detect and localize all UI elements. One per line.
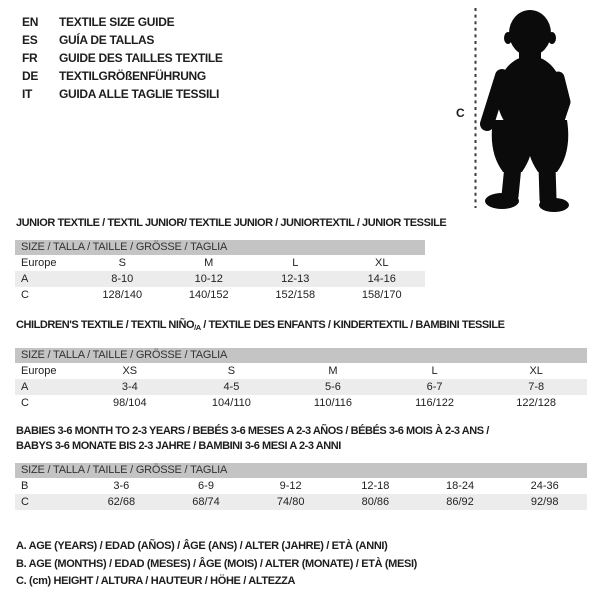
language-row-es — [22, 31, 223, 49]
language-code: FR — [22, 51, 38, 65]
table-cell: 152/158 — [275, 289, 316, 301]
table-cell: 6-7 — [426, 381, 443, 393]
table-cell: L — [431, 365, 438, 377]
table-cell: 74/80 — [276, 496, 305, 508]
height-measure-label: C — [456, 106, 465, 120]
table-cell: 104/110 — [211, 397, 251, 409]
table-cell: 116/122 — [415, 397, 455, 409]
guide-title-es: GUÍA DE TALLAS — [59, 33, 155, 47]
language-row-en — [22, 13, 223, 31]
junior-section-title: JUNIOR TEXTILE / TEXTIL JUNIOR/ TEXTILE JUNIOR / JUNIORTEXTIL / JUNIOR TESSILE — [16, 217, 447, 229]
language-row-de — [22, 67, 223, 85]
babies-section-title — [16, 424, 516, 454]
children-title-text: CHILDREN'S TEXTILE / TEXTIL NIÑO — [16, 319, 195, 331]
table-cell: 8-10 — [111, 273, 134, 285]
row-label: A — [21, 273, 29, 285]
table-row — [15, 287, 425, 303]
language-row-it — [22, 85, 223, 103]
language-code: EN — [22, 15, 39, 29]
table-cell: 4-5 — [223, 381, 240, 393]
baby-silhouette-icon — [485, 10, 569, 212]
language-row-fr — [22, 49, 223, 67]
table-cell: 140/152 — [188, 289, 229, 301]
table-cell: 68/74 — [192, 496, 220, 508]
row-label: C — [21, 496, 29, 508]
table-cell: 86/92 — [446, 496, 474, 508]
language-title-list — [22, 13, 223, 103]
legend-line-height-cm: C. (cm) HEIGHT / ALTURA / HAUTEUR / HÖHE / ALTEZZA — [16, 575, 296, 587]
table-cell: 98/104 — [112, 397, 147, 409]
table-cell: 9-12 — [279, 480, 302, 492]
table-cell: 24-36 — [530, 480, 559, 492]
table-row — [15, 363, 587, 379]
table-cell: 3-4 — [121, 381, 138, 393]
table-cell: 6-9 — [198, 480, 214, 492]
row-label: Europe — [21, 257, 57, 269]
table-cell: 62/68 — [107, 496, 136, 508]
table-cell: S — [227, 365, 236, 377]
table-cell: XL — [529, 365, 543, 377]
table-cell: 158/170 — [361, 289, 402, 301]
table-cell: XS — [122, 365, 138, 377]
guide-title-it: GUIDA ALLE TAGLIE TESSILI — [59, 87, 220, 101]
table-row — [15, 255, 425, 271]
guide-title-fr: GUIDE DES TAILLES TEXTILE — [59, 51, 223, 65]
table-cell: 80/86 — [361, 496, 390, 508]
row-label: C — [21, 289, 29, 301]
table-cell: 12-18 — [361, 480, 390, 492]
size-header-bar: SIZE / TALLA / TAILLE / GRÖSSE / TAGLIA — [15, 463, 587, 478]
children-size-table — [15, 348, 587, 411]
table-row — [15, 494, 587, 510]
legend-line-age-months: B. AGE (MONTHS) / EDAD (MESES) / ÂGE (MOIS) / ALTER (MONATE) / ETÀ (MESI) — [16, 557, 417, 570]
row-label: B — [21, 480, 29, 492]
babies-size-table — [15, 463, 587, 510]
children-section-title — [16, 318, 505, 335]
table-row — [15, 395, 587, 411]
table-cell: 128/140 — [102, 289, 143, 301]
guide-title-de: TEXTILGRÖßENFÜHRUNG — [59, 69, 206, 83]
table-cell: 7-8 — [528, 381, 545, 393]
children-title-text: / TEXTILE DES ENFANTS / KINDERTEXTIL / BAMBINI TESSILE — [200, 319, 505, 331]
measure-legend — [16, 538, 417, 591]
babies-title-line2: BABYS 3-6 MONATE BIS 2-3 JAHRE / BAMBINI 3-6 MESI A 2-3 ANNI — [16, 440, 341, 452]
row-label: Europe — [21, 365, 57, 377]
table-cell: L — [292, 257, 299, 269]
table-cell: 3-6 — [113, 480, 130, 492]
babies-title-line1: BABIES 3-6 MONTH TO 2-3 YEARS / BEBÉS 3-6 MESES A 2-3 AÑOS / BÉBÉS 3-6 MOIS À 2-3 ANS / — [16, 425, 489, 437]
table-cell: 18-24 — [445, 480, 475, 492]
guide-title-en: TEXTILE SIZE GUIDE — [59, 15, 175, 29]
table-row — [15, 478, 587, 494]
legend-line-age-years: A. AGE (YEARS) / EDAD (AÑOS) / ÂGE (ANS) / ALTER (JAHRE) / ETÀ (ANNI) — [16, 540, 388, 552]
table-cell: 110/116 — [313, 397, 353, 409]
table-cell: 92/98 — [530, 496, 559, 508]
table-cell: 14-16 — [367, 273, 396, 285]
table-row — [15, 271, 425, 287]
table-cell: S — [118, 257, 126, 269]
size-header-bar: SIZE / TALLA / TAILLE / GRÖSSE / TAGLIA — [15, 348, 587, 363]
language-code: ES — [22, 33, 38, 47]
table-cell: 10-12 — [194, 273, 223, 285]
table-cell: XL — [375, 257, 389, 269]
table-cell: M — [204, 257, 214, 269]
row-label: A — [21, 381, 29, 393]
language-code: IT — [22, 87, 33, 101]
size-header-bar: SIZE / TALLA / TAILLE / GRÖSSE / TAGLIA — [15, 240, 425, 255]
row-label: C — [21, 397, 29, 409]
language-code: DE — [22, 69, 39, 83]
table-row — [15, 379, 587, 395]
junior-size-table — [15, 240, 425, 303]
table-cell: 12-13 — [281, 273, 310, 285]
table-cell: 5-6 — [325, 381, 341, 393]
children-title-subscript: /A — [194, 323, 201, 332]
table-cell: M — [328, 365, 338, 377]
table-cell: 122/128 — [516, 397, 557, 409]
